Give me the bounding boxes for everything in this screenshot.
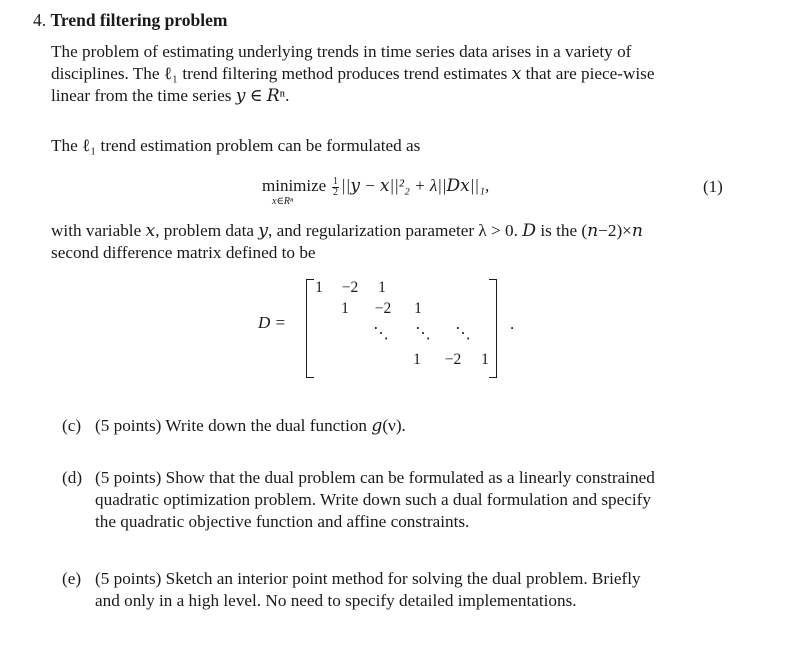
part-d-line-3: the quadratic objective function and affine constraints. (95, 512, 470, 531)
equation-objective (332, 176, 489, 198)
formulation-intro: The ℓ₁ trend estimation problem can be formulated as (51, 136, 421, 155)
part-c-label: (c) (62, 416, 82, 435)
part-e-label: (e) (62, 569, 82, 588)
after-eq-line-2: second difference matrix defined to be (51, 243, 316, 262)
after-eq-line-1: with variable 𝑥, problem data 𝑦, and regularization parameter λ > 0. 𝐷 is the (𝑛−2)×𝑛 (51, 221, 643, 240)
part-e-line-2: and only in a high level. No need to specify detailed implementations. (95, 591, 577, 610)
equation-fraction: $\frac{1}{2}$ (333, 175, 338, 198)
matrix-cell: 1 (378, 279, 386, 296)
matrix-cell: −2 (374, 300, 392, 317)
problem-number: 4. (33, 10, 47, 30)
part-d-line-1: (5 points) Show that the dual problem can be formulated as a linearly constrained (95, 468, 655, 487)
problem-heading (33, 10, 227, 31)
matrix-cell: 1 (341, 300, 349, 317)
part-d-label: (d) (62, 468, 83, 487)
problem-title: Trend filtering problem (50, 10, 228, 30)
matrix-cell: 1 (315, 279, 323, 296)
intro-line-1: The problem of estimating underlying trends in time series data arises in a variety of (51, 42, 632, 61)
matrix-label: D = (258, 313, 286, 332)
matrix-dots: ⋱ (455, 325, 471, 342)
equation-subscript: x∈Rⁿ (272, 196, 294, 207)
part-d-line-2: quadratic optimization problem. Write down such a dual formulation and specify (95, 490, 651, 509)
part-e-line-1: (5 points) Sketch an interior point method for solving the dual problem. Briefly (95, 569, 641, 588)
intro-line-2: disciplines. The ℓ₁ trend filtering method produces trend estimates 𝑥 that are piece-wise (51, 64, 655, 83)
matrix-cell: 1 (413, 351, 421, 368)
matrix-cell: −2 (341, 279, 359, 296)
matrix-dots: ⋱ (415, 325, 431, 342)
matrix-end-period: . (510, 314, 515, 333)
matrix-cell: 1 (481, 351, 489, 368)
equation-operator: minimize (262, 176, 327, 195)
part-c-text: (5 points) Write down the dual function 𝑔(ν). (95, 416, 406, 435)
matrix-cell: 1 (414, 300, 422, 317)
equation-objective-text: ||𝑦 − 𝑥||²₂ + λ||𝐷𝑥||₁, (341, 176, 490, 195)
equation-number: (1) (703, 177, 723, 196)
matrix-dots: ⋱ (373, 325, 389, 342)
matrix-cell: −2 (444, 351, 462, 368)
intro-line-3: linear from the time series 𝑦 ∈ 𝑅ⁿ. (51, 86, 290, 105)
